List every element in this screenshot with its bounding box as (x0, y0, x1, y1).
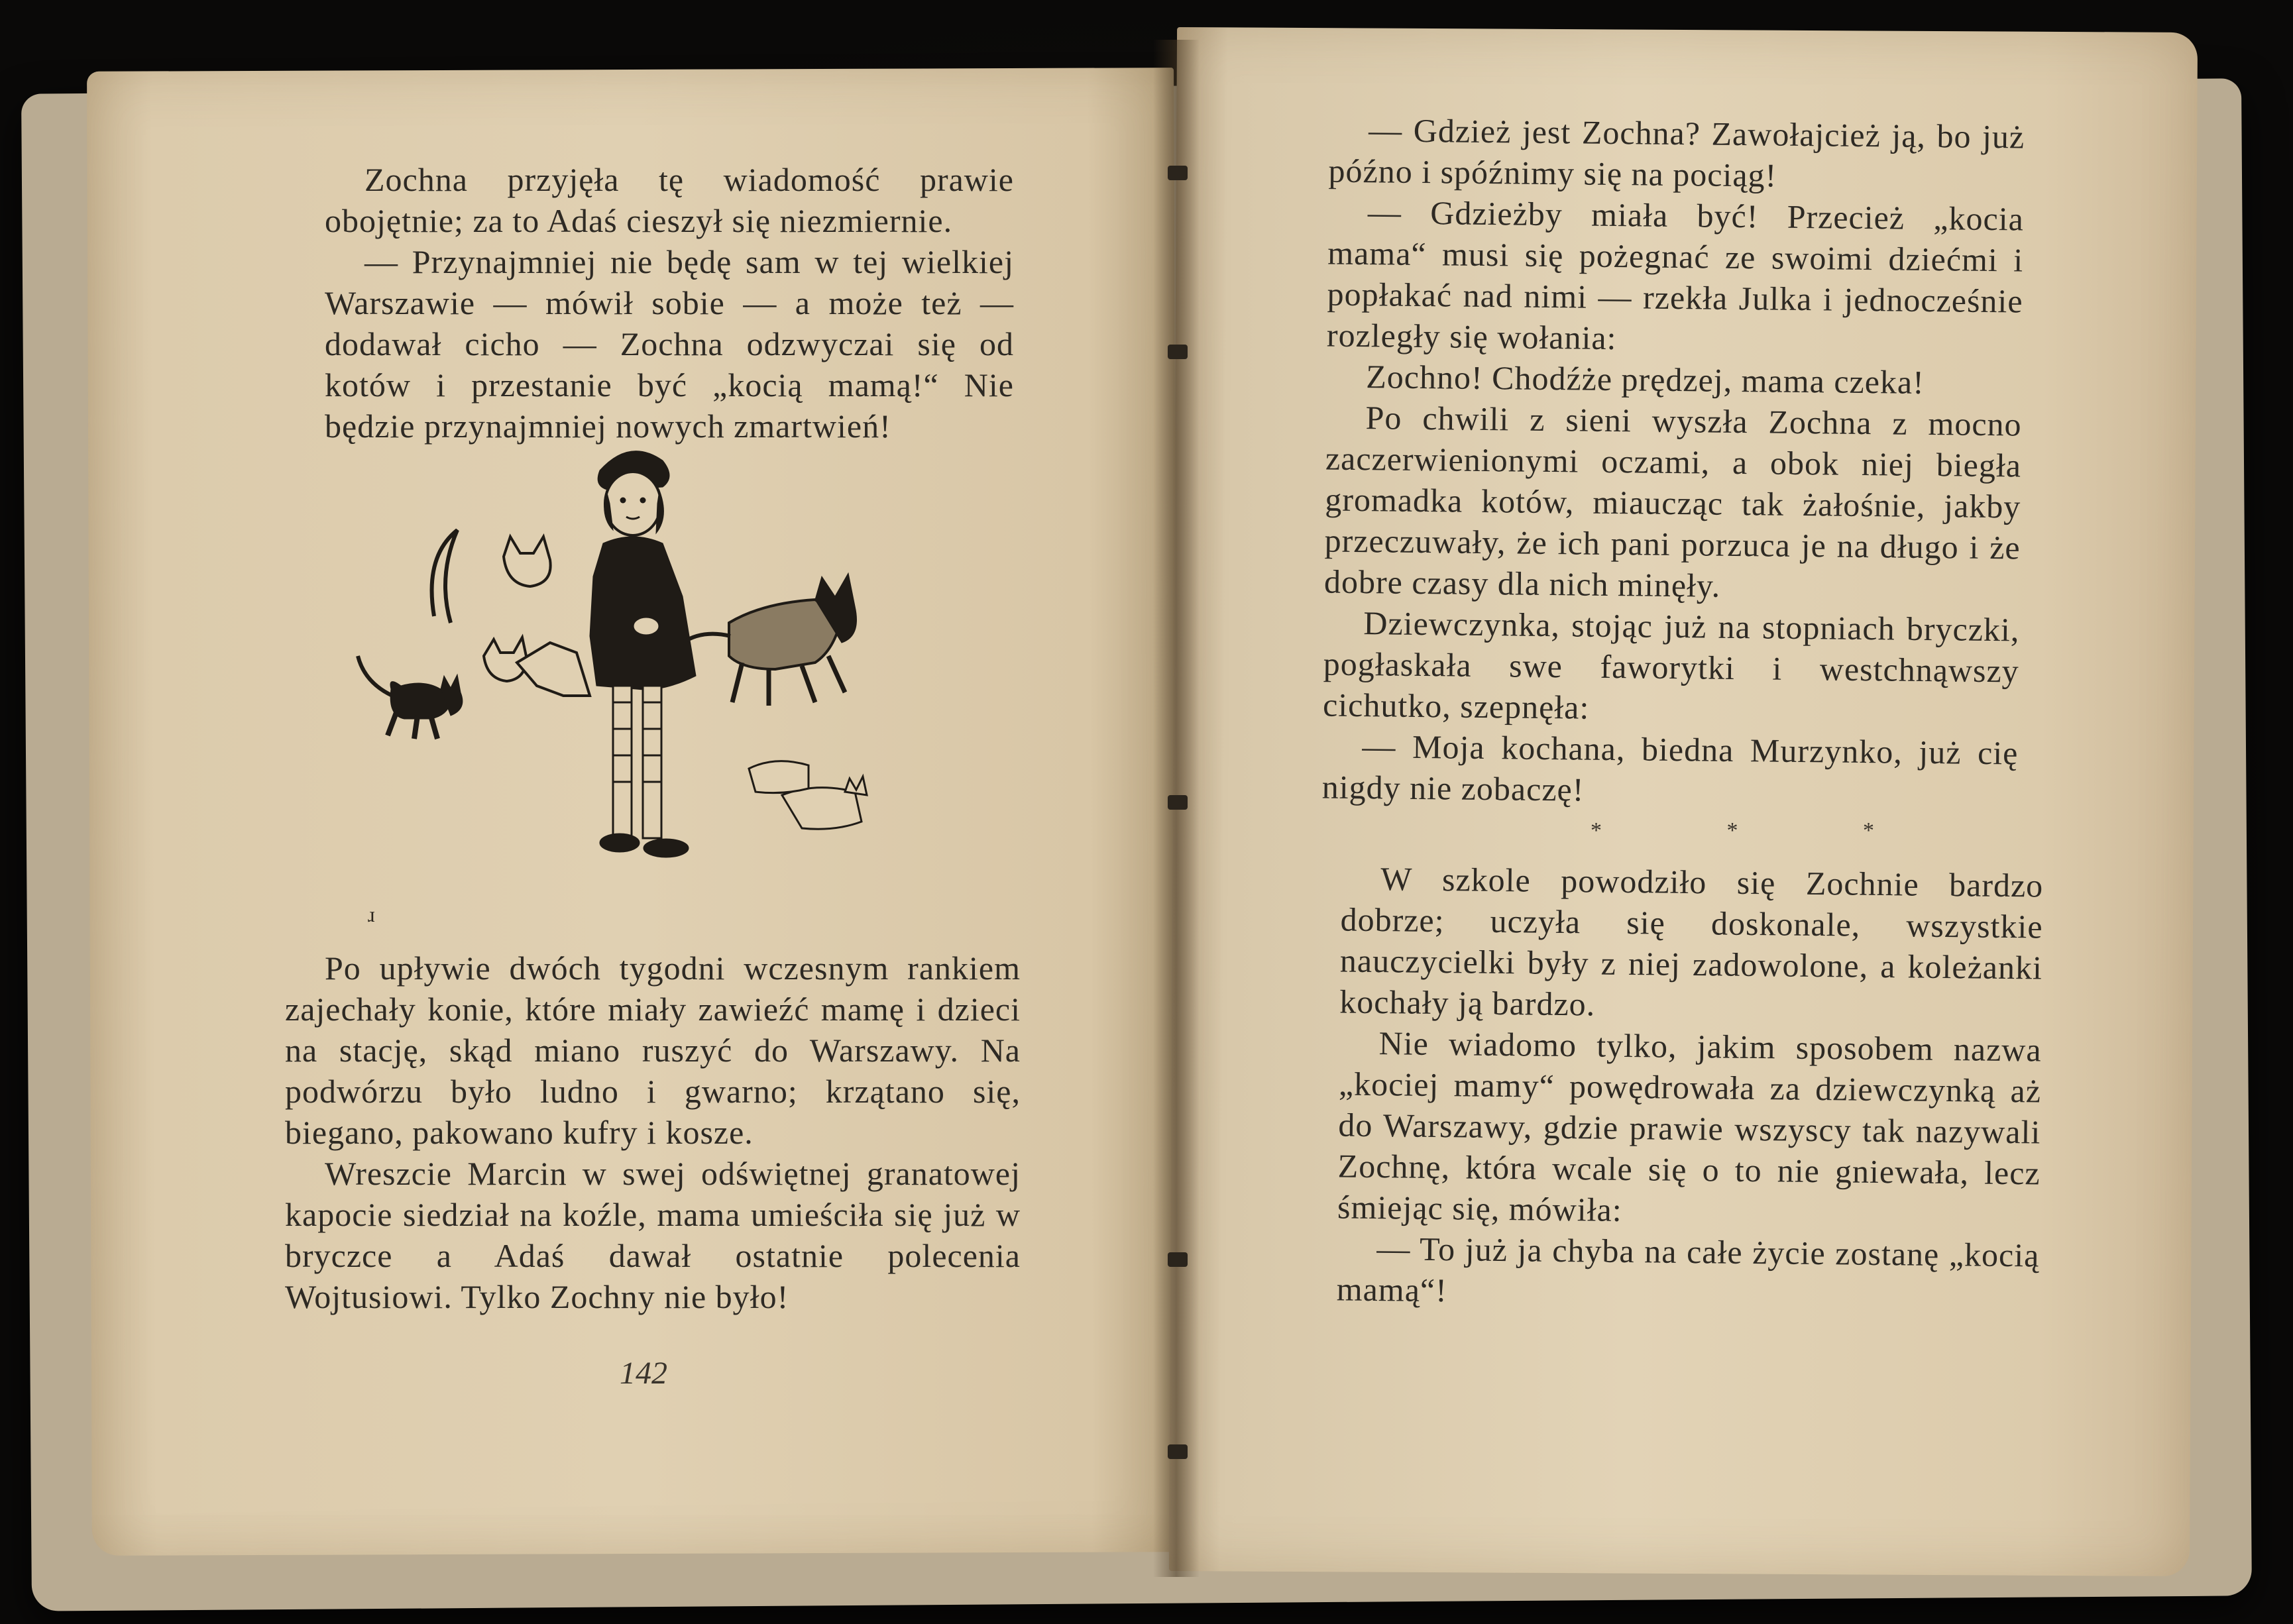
binding-stitch (1168, 345, 1188, 359)
page-number: 142 (620, 1356, 667, 1391)
paragraph: Zochna przyjęła tę wiadomość prawie obojętnie; za to Adaś cieszył się niezmiernie. (325, 161, 1014, 239)
paragraph: — Gdzieżby miała być! Przecież „kocia mama“ musi się pożegnać ze swoimi dziećmi i popłakać nad nimi — rzekła Julka i jednocześnie rozległy się wołania: (1326, 193, 2025, 357)
binding-stitch (1168, 1252, 1188, 1267)
left-page-bottom-text (285, 947, 1021, 1317)
right-page-bottom-text (1336, 857, 2043, 1317)
binding-stitch (1168, 1444, 1188, 1459)
binding-stitch (1168, 795, 1188, 810)
paragraph: — Przynajmniej nie będę sam w tej wielkiej Warszawie — mówił sobie — a może też — dodawał cicho — Zochna odzwyczai się od kotów i przestanie być „kocią mamą!“ Nie będzie przynajmniej nowych zmartwień! (325, 243, 1014, 445)
paragraph: — Moja kochana, biedna Murzynko, już cię nigdy nie zobaczę! (1321, 728, 2019, 808)
paragraph: Wreszcie Marcin w swej odświętnej granatowej kapocie siedział na koźle, mama umieściła się już w bryczce a Adaś dawał ostatnie polecenia Wojtusiowi. Tylko Zochny nie było! (285, 1155, 1021, 1315)
paragraph: Dziewczynka, stojąc już na stopniach bryczki, pogłaskała swe faworytki i westchnąwszy cichutko, szepnęła: (1322, 604, 2020, 726)
paragraph: W szkole powodziło się Zochnie bardzo dobrze; uczyła się doskonale, wszystkie nauczycielki były z niej zadowolone, a koleżanki kochały ją bardzo. (1339, 860, 2044, 1023)
paragraph: Nie wiadomo tylko, jakim sposobem nazwa „kociej mamy“ powędrowała za dziewczynką aż do Warszawy, gdzie prawie wszyscy tak nazywali Zochnę, która wcale się o to nie gniewała, lecz śmiejąc się, mówiła: (1337, 1024, 2042, 1228)
paragraph: Po upływie dwóch tygodni wczesnym rankiem zajechały konie, które miały zawieźć mamę i dzieci na stację, skąd miano ruszyć do Warszawy. Na podwórzu było ludno i gwarno; krzątano się, biegano, pakowano kufry i kosze. (285, 949, 1021, 1151)
paragraph: Po chwili z sieni wyszła Zochna z mocno zaczerwienionymi oczami, a obok niej biegła gromadka kotów, miaucząc tak żałośnie, jakby przeczuwały, że ich pani porzuca je na długo i że dobre czasy dla nich minęły. (1323, 399, 2022, 604)
illustrator-mark: ɹ (368, 902, 375, 926)
binding-stitch (1168, 166, 1188, 180)
paragraph: — To już ja chyba na całe życie zostanę „kocią mamą“! (1336, 1230, 2040, 1309)
paragraph: Zochno! Chodźże prędzej, mama czeka! (1366, 358, 1925, 401)
left-page-top-text (325, 159, 1014, 447)
section-break: * * * (1591, 818, 1934, 843)
paragraph: — Gdzież jest Zochna? Zawołajcież ją, bo już późno i spóźnimy się na pociąg! (1328, 111, 2025, 194)
girl-with-cats-illustration (351, 424, 961, 941)
right-page-top-text (1322, 109, 2025, 815)
